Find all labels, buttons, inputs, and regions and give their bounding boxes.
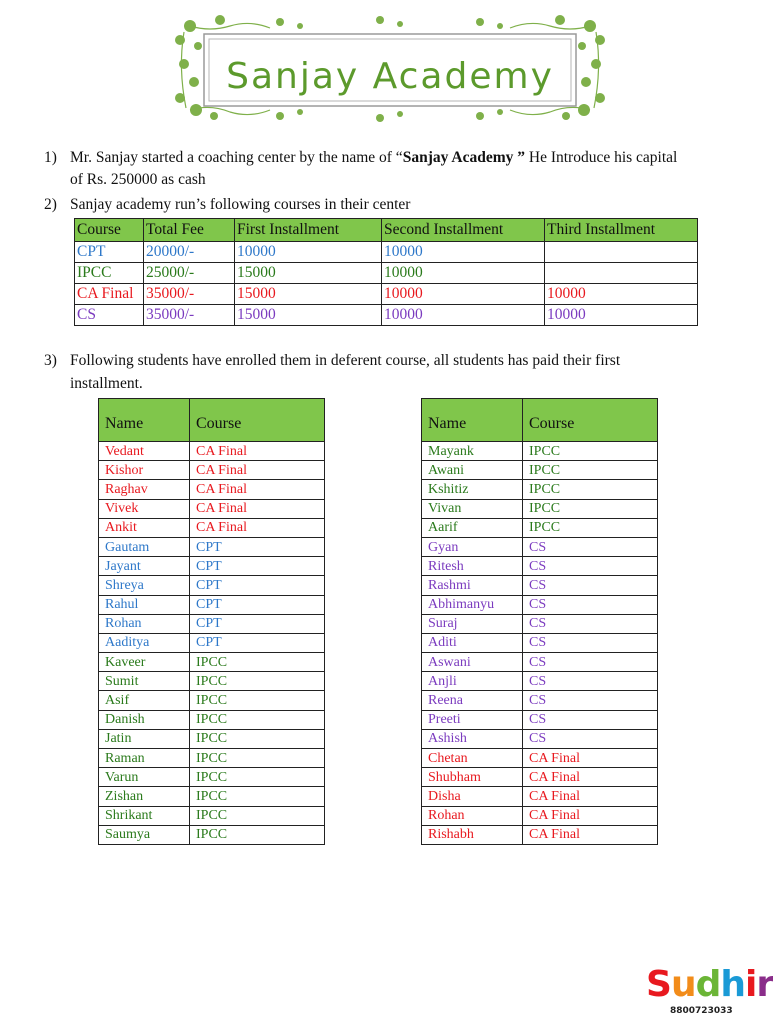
student-name: Danish	[99, 710, 190, 729]
student-name: Zishan	[99, 787, 190, 806]
header-course: Course	[190, 399, 325, 442]
students-table-left	[98, 398, 325, 845]
header-course: Course	[75, 219, 144, 242]
student-row	[99, 768, 325, 787]
student-name: Reena	[422, 691, 523, 710]
logo-letter: d	[695, 964, 721, 1005]
cell-course: CA Final	[75, 284, 144, 305]
student-row	[422, 672, 658, 691]
student-name: Jayant	[99, 557, 190, 576]
students-table-body	[422, 399, 658, 845]
student-course: CS	[523, 710, 658, 729]
student-name: Abhimanyu	[422, 595, 523, 614]
student-name: Aaditya	[99, 633, 190, 652]
student-row	[99, 442, 325, 461]
table-header-row	[99, 399, 325, 442]
cell-second-installment: 10000	[382, 284, 545, 305]
student-name: Aswani	[422, 653, 523, 672]
student-course: CA Final	[190, 461, 325, 480]
student-row	[422, 442, 658, 461]
student-course: IPCC	[190, 672, 325, 691]
student-row	[422, 557, 658, 576]
student-row	[99, 806, 325, 825]
logo-wordmark	[646, 964, 773, 1005]
student-row	[422, 825, 658, 844]
student-row	[99, 825, 325, 844]
student-name: Saumya	[99, 825, 190, 844]
student-name: Disha	[422, 787, 523, 806]
student-row	[422, 576, 658, 595]
student-course: CPT	[190, 595, 325, 614]
student-course: CS	[523, 614, 658, 633]
student-name: Kaveer	[99, 653, 190, 672]
logo-letter: r	[756, 964, 773, 1005]
student-course: IPCC	[190, 768, 325, 787]
banner-title: Sanjay Academy	[226, 56, 554, 97]
student-course: CPT	[190, 576, 325, 595]
student-name: Gautam	[99, 537, 190, 556]
student-course: CS	[523, 729, 658, 748]
student-name: Aditi	[422, 633, 523, 652]
cell-second-installment: 10000	[382, 263, 545, 284]
cell-course: CPT	[75, 242, 144, 263]
header-first-installment: First Installment	[235, 219, 382, 242]
student-name: Varun	[99, 768, 190, 787]
point-2	[44, 194, 744, 216]
student-row	[99, 614, 325, 633]
student-row	[422, 461, 658, 480]
point-text-line: Sanjay academy run’s following courses in their center	[70, 196, 411, 213]
student-name: Rashmi	[422, 576, 523, 595]
table-header-row	[75, 219, 698, 242]
student-course: IPCC	[523, 499, 658, 518]
student-course: CPT	[190, 557, 325, 576]
cell-second-installment: 10000	[382, 305, 545, 326]
student-row	[99, 633, 325, 652]
student-name: Kshitiz	[422, 480, 523, 499]
cell-total-fee: 35000/-	[144, 305, 235, 326]
student-course: CA Final	[190, 442, 325, 461]
student-name: Chetan	[422, 749, 523, 768]
point-text-line: Following students have enrolled them in deferent course, all students has paid their first	[70, 352, 621, 369]
student-name: Jatin	[99, 729, 190, 748]
student-course: CA Final	[523, 768, 658, 787]
student-row	[422, 787, 658, 806]
student-course: IPCC	[190, 749, 325, 768]
student-course: CS	[523, 576, 658, 595]
student-row	[422, 633, 658, 652]
student-course: CS	[523, 633, 658, 652]
student-row	[99, 729, 325, 748]
student-row	[99, 595, 325, 614]
student-name: Ankit	[99, 518, 190, 537]
student-course: CA Final	[190, 480, 325, 499]
student-name: Vedant	[99, 442, 190, 461]
table-row	[75, 284, 698, 305]
student-name: Ashish	[422, 729, 523, 748]
student-row	[422, 749, 658, 768]
student-name: Awani	[422, 461, 523, 480]
student-course: CS	[523, 537, 658, 556]
student-row	[99, 499, 325, 518]
student-row	[422, 691, 658, 710]
sudhir-logo	[646, 964, 773, 1020]
student-course: IPCC	[190, 729, 325, 748]
student-row	[422, 537, 658, 556]
cell-course: IPCC	[75, 263, 144, 284]
cell-third-installment: 10000	[545, 305, 698, 326]
header-name: Name	[422, 399, 523, 442]
student-course: CS	[523, 672, 658, 691]
student-name: Vivan	[422, 499, 523, 518]
student-course: CS	[523, 557, 658, 576]
header-total-fee: Total Fee	[144, 219, 235, 242]
student-course: CS	[523, 691, 658, 710]
course-fee-table	[74, 218, 698, 326]
header-course: Course	[523, 399, 658, 442]
student-name: Suraj	[422, 614, 523, 633]
cell-first-installment: 15000	[235, 263, 382, 284]
cell-third-installment: 10000	[545, 284, 698, 305]
student-row	[99, 480, 325, 499]
student-row	[422, 518, 658, 537]
student-row	[99, 461, 325, 480]
student-row	[422, 710, 658, 729]
student-course: IPCC	[523, 518, 658, 537]
student-course: IPCC	[190, 653, 325, 672]
student-name: Shubham	[422, 768, 523, 787]
point-number: 3)	[44, 352, 57, 369]
student-course: IPCC	[190, 691, 325, 710]
students-table-body	[99, 399, 325, 845]
student-row	[99, 518, 325, 537]
title-banner	[170, 12, 610, 124]
student-course: CA Final	[523, 806, 658, 825]
student-course: CPT	[190, 614, 325, 633]
header-third-installment: Third Installment	[545, 219, 698, 242]
student-name: Raman	[99, 749, 190, 768]
logo-phone-number: 8800723033	[670, 1006, 733, 1016]
student-name: Rishabh	[422, 825, 523, 844]
logo-letter: S	[646, 964, 671, 1005]
header-name: Name	[99, 399, 190, 442]
student-course: IPCC	[190, 787, 325, 806]
point-text-line: of Rs. 250000 as cash	[70, 171, 206, 188]
student-name: Gyan	[422, 537, 523, 556]
student-course: CA Final	[523, 749, 658, 768]
student-name: Mayank	[422, 442, 523, 461]
student-name: Ritesh	[422, 557, 523, 576]
table-row	[75, 242, 698, 263]
student-row	[99, 749, 325, 768]
cell-course: CS	[75, 305, 144, 326]
cell-total-fee: 25000/-	[144, 263, 235, 284]
table-row	[75, 263, 698, 284]
student-row	[99, 691, 325, 710]
student-row	[422, 729, 658, 748]
table-row	[75, 305, 698, 326]
student-course: CA Final	[523, 825, 658, 844]
point-text-line: installment.	[70, 375, 143, 392]
student-row	[422, 806, 658, 825]
student-course: CA Final	[190, 499, 325, 518]
logo-letter: h	[720, 964, 745, 1005]
point-number: 1)	[44, 149, 57, 166]
student-course: IPCC	[190, 825, 325, 844]
student-course: IPCC	[190, 806, 325, 825]
point-text: He Introduce his capital	[525, 149, 678, 166]
cell-third-installment	[545, 242, 698, 263]
student-course: CA Final	[523, 787, 658, 806]
student-name: Vivek	[99, 499, 190, 518]
cell-total-fee: 35000/-	[144, 284, 235, 305]
cell-total-fee: 20000/-	[144, 242, 235, 263]
student-course: CS	[523, 595, 658, 614]
student-name: Rohan	[422, 806, 523, 825]
student-row	[422, 480, 658, 499]
header-second-installment: Second Installment	[382, 219, 545, 242]
student-name: Preeti	[422, 710, 523, 729]
student-name: Shrikant	[99, 806, 190, 825]
point-3	[44, 350, 744, 394]
student-row	[99, 576, 325, 595]
logo-letter: u	[670, 964, 696, 1005]
student-name: Kishor	[99, 461, 190, 480]
cell-first-installment: 15000	[235, 284, 382, 305]
student-course: CS	[523, 653, 658, 672]
student-course: CPT	[190, 633, 325, 652]
student-row	[99, 787, 325, 806]
student-name: Rahul	[99, 595, 190, 614]
student-course: IPCC	[523, 480, 658, 499]
student-name: Asif	[99, 691, 190, 710]
student-row	[99, 710, 325, 729]
student-course: IPCC	[190, 710, 325, 729]
student-row	[422, 499, 658, 518]
student-row	[422, 595, 658, 614]
student-name: Anjli	[422, 672, 523, 691]
logo-letter: i	[745, 964, 757, 1005]
point-number: 2)	[44, 196, 57, 213]
student-name: Raghav	[99, 480, 190, 499]
cell-second-installment: 10000	[382, 242, 545, 263]
student-row	[422, 614, 658, 633]
table-header-row	[422, 399, 658, 442]
student-row	[99, 557, 325, 576]
student-row	[422, 768, 658, 787]
academy-name: Sanjay Academy ”	[402, 149, 525, 166]
point-1	[44, 147, 744, 191]
student-course: IPCC	[523, 442, 658, 461]
student-row	[99, 672, 325, 691]
cell-first-installment: 15000	[235, 305, 382, 326]
student-course: IPCC	[523, 461, 658, 480]
cell-first-installment: 10000	[235, 242, 382, 263]
students-table-right	[421, 398, 658, 845]
cell-third-installment	[545, 263, 698, 284]
student-name: Shreya	[99, 576, 190, 595]
student-course: CPT	[190, 537, 325, 556]
student-course: CA Final	[190, 518, 325, 537]
point-text-line	[70, 147, 677, 169]
point-text: Mr. Sanjay started a coaching center by the name of “	[70, 149, 403, 166]
student-name: Aarif	[422, 518, 523, 537]
student-name: Rohan	[99, 614, 190, 633]
student-name: Sumit	[99, 672, 190, 691]
student-row	[422, 653, 658, 672]
student-row	[99, 653, 325, 672]
student-row	[99, 537, 325, 556]
